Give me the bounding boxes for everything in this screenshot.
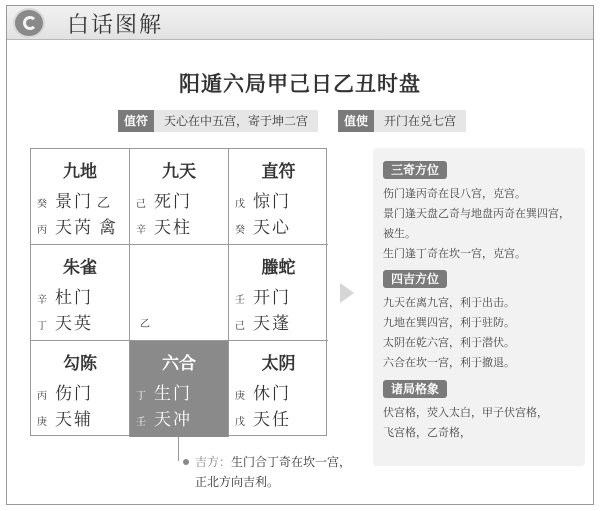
di-stem: 丁 [37, 321, 47, 332]
door-name: 伤门 [55, 384, 93, 404]
palace-god: 螣蛇 [261, 258, 296, 278]
palace-kun2 [229, 149, 328, 245]
star-name: 天冲 [154, 410, 192, 430]
palace-god: 九天 [162, 162, 196, 182]
palace-god: 太阴 [261, 354, 296, 374]
star-name: 天任 [253, 410, 291, 430]
zhishi-label: 值使 [338, 110, 374, 132]
section-line: 太阴在乾六宫，利于潜伏。 [383, 336, 515, 349]
door-name: 生门 [154, 384, 192, 404]
star-name: 天芮 [55, 218, 93, 238]
section-line: 景门逢天盘乙奇与地盘丙奇在巽四宫，被生。 [383, 207, 570, 240]
door-name: 景门 [55, 192, 93, 212]
section-line: 六合在坎一宫，利于撤退。 [383, 356, 515, 369]
palace-god: 六合 [162, 354, 196, 374]
section-heading: 四吉方位 [383, 270, 447, 288]
di-stem: 辛 [136, 225, 146, 236]
palace-li9 [130, 149, 229, 245]
door-name: 休门 [253, 384, 291, 404]
tian-stem: 癸 [37, 199, 47, 210]
note-connector [178, 436, 179, 461]
zhifu-bar [118, 109, 318, 133]
section-body [383, 403, 579, 443]
star-name: 天英 [55, 314, 93, 334]
di-stem: 丙 [37, 225, 47, 236]
di-stem: 壬 [136, 417, 146, 428]
di-stem: 癸 [235, 225, 245, 236]
tian-stem: 丙 [37, 391, 47, 402]
header-title: 白话图解 [67, 13, 164, 38]
door-name: 开门 [253, 288, 291, 308]
logo-icon [13, 8, 45, 38]
palace-qian6 [229, 341, 328, 437]
extra-star: 禽 [99, 218, 116, 238]
header-bar [7, 6, 593, 40]
section-line: 生门逢丁奇在坎一宫，克宫。 [383, 247, 526, 260]
zhifu-value: 天心在中五宫，寄于坤二宫 [154, 110, 318, 132]
star-name: 天蓬 [253, 314, 291, 334]
palace-zhen3 [31, 245, 130, 341]
palace-god: 九地 [63, 162, 97, 182]
section-body [383, 293, 579, 373]
note-label: 吉方： [195, 455, 232, 469]
arrow-right-icon [340, 283, 354, 303]
section-line: 九天在离九宫，利于出击。 [383, 296, 515, 309]
section-heading: 诸局格象 [383, 380, 447, 398]
palace-grid [30, 148, 327, 436]
zhishi-bar [338, 109, 466, 133]
analysis-panel [373, 148, 585, 466]
tian-stem: 戊 [235, 199, 245, 210]
center-stem: 乙 [140, 319, 150, 330]
zhifu-label: 值符 [118, 110, 154, 132]
section-line: 九地在巽四宫，利于驻防。 [383, 316, 515, 329]
tian-stem: 壬 [235, 295, 245, 306]
tian-stem: 丁 [136, 391, 146, 402]
palace-xun4 [31, 149, 130, 245]
page-title: 阳遁六局甲己日乙丑时盘 [179, 72, 421, 96]
star-name: 天辅 [55, 410, 93, 430]
palace-god: 朱雀 [63, 258, 97, 278]
note-dot-icon [183, 459, 189, 465]
star-name: 天柱 [154, 218, 192, 238]
di-stem: 庚 [37, 417, 47, 428]
auspicious-note [195, 452, 360, 492]
palace-gen8 [31, 341, 130, 437]
note-text: 生门合丁奇在坎一宫，正北方向吉利。 [195, 455, 352, 489]
section-line: 伤门逢丙奇在艮八宫，克宫。 [383, 187, 526, 200]
extra-stem: 乙 [97, 196, 111, 211]
section-line: 飞宫格，乙奇格， [383, 426, 471, 439]
door-name: 死门 [154, 192, 192, 212]
tian-stem: 己 [136, 199, 146, 210]
section-line: 伏宫格，荧入太白，甲子伏宫格， [383, 406, 548, 419]
palace-dui7 [229, 245, 328, 341]
di-stem: 戊 [235, 417, 245, 428]
palace-god: 勾陈 [63, 354, 97, 374]
palace-kan1 [130, 341, 229, 437]
di-stem: 己 [235, 321, 245, 332]
section-body [383, 184, 579, 264]
door-name: 杜门 [55, 288, 93, 308]
tian-stem: 庚 [235, 391, 245, 402]
section-heading: 三奇方位 [383, 161, 447, 179]
star-name: 天心 [253, 218, 291, 238]
door-name: 惊门 [253, 192, 291, 212]
palace-center5 [130, 245, 229, 341]
palace-god: 直符 [261, 162, 296, 182]
zhishi-value: 开门在兑七宫 [374, 110, 466, 132]
tian-stem: 辛 [37, 295, 47, 306]
